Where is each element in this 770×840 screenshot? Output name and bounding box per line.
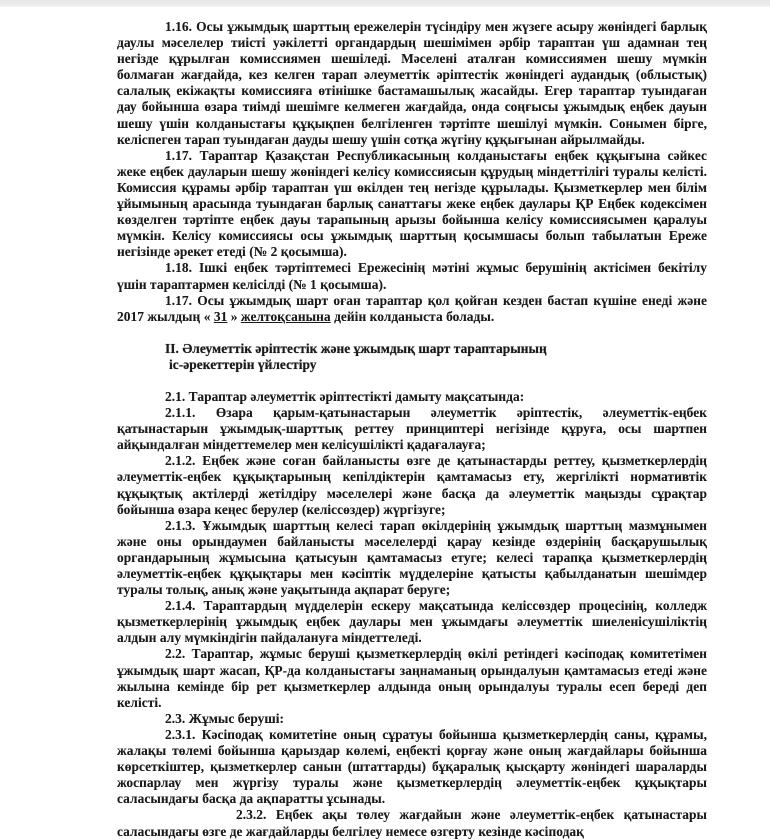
- paragraph-2-1-3: 2.1.3. Ұжымдық шарттың келесі тарап өкілдерінің ұжымдық шарттың мазмұнымен және оны орындаумен байланысты мәселелерді қарау кезінде өздерінің басқарушылық органдарының жұмысына қатысуын қамтамасыз етуге; келесі тарапқа қызметкерлердің әлеуметтік-еңбек құқықтары мен кәсіптік мүдделеріне қатысты қабылданатын шешімдер туралы толық, анық және уақытында ақпарат беруге;: [117, 517, 707, 598]
- effective-month: желтоқсанына: [240, 308, 331, 324]
- paragraph-2-3-2: 2.3.2. Еңбек ақы төлеу жағдайын және әлеуметтік-еңбек қатынастары саласындағы өзге де жағдайларды белгілеу немесе өзгерту кезінде кәсіподақ: [117, 807, 707, 839]
- paragraph-1-17b: [117, 293, 707, 325]
- paragraph-1-17a: 1.17. Тараптар Қазақстан Республикасының колданыстағы еңбек құқығына сәйкес жеке еңбек дауларын шешу жөніндегі келісу комиссиясын құрудың міндеттілігі туралы келісті. Комиссия құрамы әрбір тараптан үш өкілден тең негізде құрылады. Қызметкерлер мен білім ұйымының арасында туындаған барлық санаттағы жеке еңбек даулары ҚР Еңбек кодексімен көзделген тәртіпте еңбек дауы тарапының арызы бойынша келісу комиссиясымен қаралуы мүмкін. Келісу комиссиясы осы ұжымдық шарттың қосымшасы болып табылатын Ереже негізінде әрекет етеді (№ 2 қосымша).: [117, 147, 707, 260]
- paragraph-1-17b-end: дейін колданыста болады.: [330, 308, 495, 324]
- effective-day: 31: [213, 308, 228, 324]
- document-page: [117, 19, 707, 840]
- paragraph-2-3: 2.3. Жұмыс беруші:: [165, 710, 285, 726]
- paragraph-2-2: 2.2. Тараптар, жұмыс беруші қызметкерлердің өкілі ретіндегі кәсіподақ комитетімен ұжымдық шарт жасап, ҚР-да колданыстағы заңнаманың орындалуын қамтамасыз етеді және жылына кемінде бір рет қызметкерлер алдында оның орындалуы туралы есеп береді деп келісті.: [117, 646, 707, 710]
- spacer: [117, 373, 707, 389]
- paragraph-2-1-2: 2.1.2. Еңбек және соған байланысты өзге де қатынастарды реттеу, қызметкерлердің әлеуметтік-еңбек құқықтарының кепілдіктерін қамтамасыз ету, жергілікті нормативтік құқықтық актілерді жетілдіру мәселелері және басқа да әлеуметтік маңызды сұрақтар бойынша өзара кеңес берулер (келіссөздер) жүргізуге;: [117, 453, 707, 517]
- paragraph-2-1: 2.1. Тараптар әлеуметтік әріптестікті дамыту мақсатында:: [165, 388, 525, 404]
- paragraph-1-17b-start: 1.17. Осы ұжымдық шарт оған тараптар қол қойған кезден бастап күшіне енеді және 2017 жылдың «: [117, 292, 707, 324]
- paragraph-2-3-1: 2.3.1. Кәсіподақ комитетіне оның сұратуы бойынша қызметкерлердің саны, құрамы, жалақы төлемі бойынша қарыздар көлемі, еңбекті қорғау және оның жағдайлары бойынша көрсеткіштер, қызметкерлер санын (штаттарды) бұқаралық қысқарту жөніндегі шараларды жоспарлау мен жүргізу туралы және қызметкерлердің әлеуметтік-еңбек құқықтары саласындағы басқа да ақпаратты ұсынады.: [117, 726, 707, 807]
- paragraph-1-17b-mid: »: [227, 308, 241, 324]
- section-2-heading: [117, 341, 707, 373]
- section-2-heading-line1: II. Әлеуметтік әріптестік және ұжымдық шарт тараптарының: [165, 340, 547, 356]
- section-2-heading-line2: іс-әрекеттерін үйлестіру: [169, 356, 317, 372]
- spacer: [117, 325, 707, 341]
- paragraph-1-16: 1.16. Осы ұжымдық шарттың ережелерін түсіндіру мен жүзеге асыру жөніндегі барлық даулы мәселелер тиісті уәкілетті органдардың шешімімен әрбір тараптан үш адамнан тең негізде құрылған комиссиямен шешіледі. Мәселені аталған комиссиямен шешу мүмкін болмаған жағдайда, кез келген тарап әлеуметтік әріптестік жөніндегі аудандық (облыстық) салалық екіжақты комиссияға өтінішке бастамашылық жасайды. Егер тараптар туындаған дау бойынша өзара тиімді шешімге келмеген жағдайда, онда соңғысы ұжымдық еңбек дауын шешу үшін колданыстағы құқықпен белгіленген тәртіпте шешілуі мүмкін. Сонымен бірге, келіспеген тарап туындаған дауды шешу үшін сотқа жүгіну құқығынан айрылмайды.: [117, 19, 707, 147]
- paragraph-2-1-4: 2.1.4. Тараптардың мүдделерін ескеру мақсатында келіссөздер процесінің, колледж қызметкерлерінің ұжымдық еңбек даулары мен ұжымдағы әлеуметтік шиеленісушіліктің алдын алу мүмкіндігін пайдалануға міндеттеледі.: [117, 598, 707, 646]
- paragraph-2-1-1: 2.1.1. Өзара қарым-қатынастарын әлеуметтік әріптестік, әлеуметтік-еңбек қатынастарын ұжымдық-шарттық реттеу принциптері негізінде құруға, осы шартпен айқындалған міндеттемелер мен келісушілікті қадағалауға;: [117, 405, 707, 453]
- paragraph-1-18: 1.18. Ішкі еңбек тәртіптемесі Ережесінің мәтіні жұмыс берушінің актісімен бекітілу үшін тараптармен келісілді (№ 1 қосымша).: [117, 260, 707, 292]
- viewer-top-bar: [0, 0, 770, 7]
